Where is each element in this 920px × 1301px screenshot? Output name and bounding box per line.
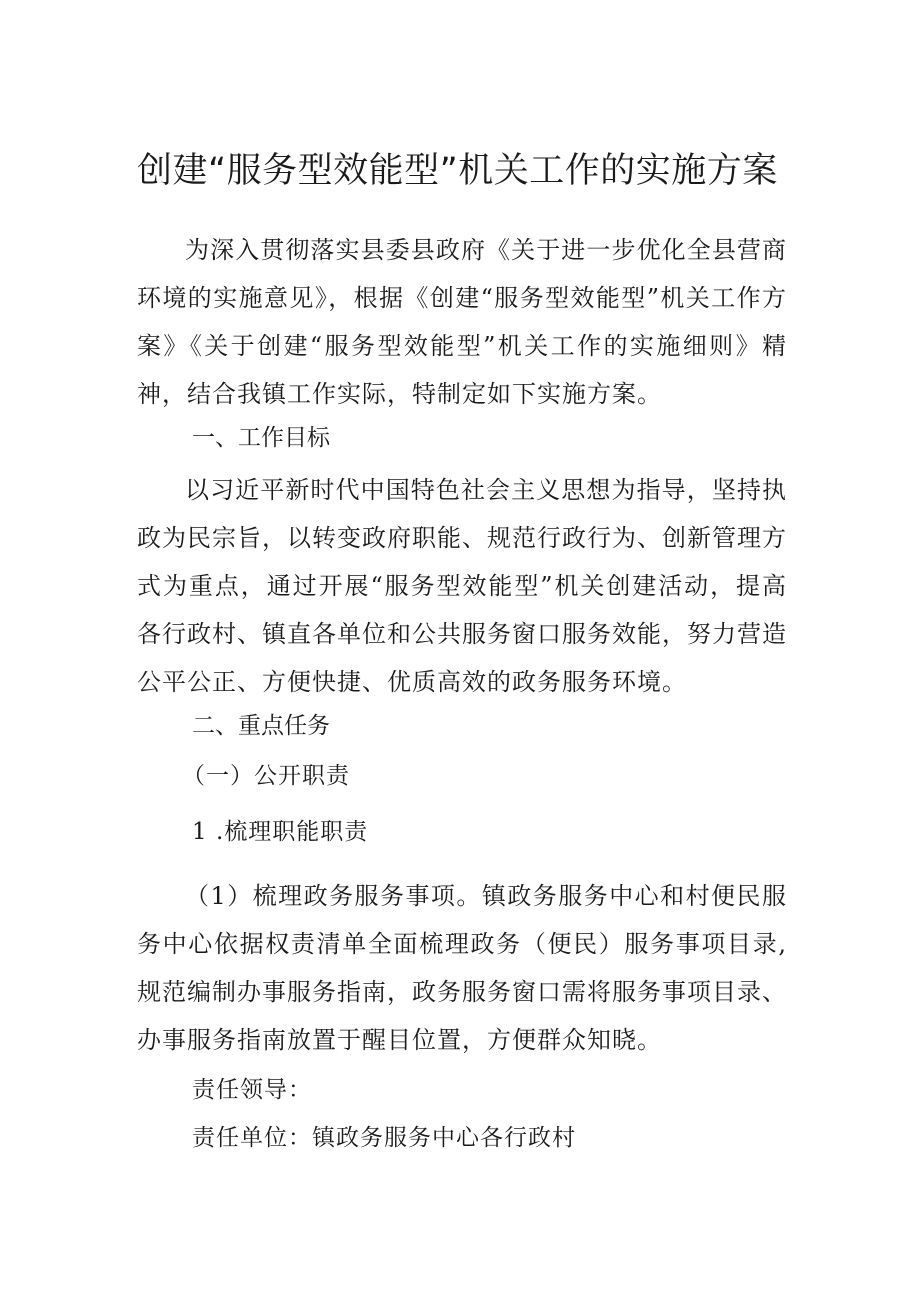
item-paragraph-service-matters: （1）梳理政务服务事项。镇政务服务中心和村便民服务中心依据权责清单全面梳理政务（便民）服务事项目录,规范编制办事服务指南，政务服务窗口需将服务事项目录、办事服务指南放置于醒目位置，方便群众知晓。 — [137, 882, 787, 1054]
goals-paragraph: 以习近平新时代中国特色社会主义思想为指导，坚持执政为民宗旨，以转变政府职能、规范行政行为、创新管理方式为重点，通过开展“服务型效能型”机关创建活动，提高各行政村、镇直各单位和公共服务窗口服务效能，努力营造公平公正、方便快捷、优质高效的政务服务环境。 — [137, 476, 787, 696]
item-title-sort-duties: 1 .梳理职能职责 — [192, 819, 369, 845]
responsible-unit-line: 责任单位：镇政务服务中心各行政村 — [192, 1125, 576, 1151]
section-heading-tasks: 二、重点任务 — [192, 713, 330, 739]
section-heading-goals: 一、工作目标 — [192, 425, 330, 451]
document-title: 创建“服务型效能型”机关工作的实施方案 — [137, 151, 778, 191]
subheading-public-duties: （一）公开职责 — [182, 763, 350, 789]
responsible-leader-label: 责任领导： — [192, 1077, 312, 1103]
intro-paragraph: 为深入贯彻落实县委县政府《关于进一步优化全县营商环境的实施意见》，根据《创建“服务型效能型”机关工作方案》《关于创建“服务型效能型”机关工作的实施细则》精神，结合我镇工作实际，特制定如下实施方案。 — [137, 236, 787, 408]
